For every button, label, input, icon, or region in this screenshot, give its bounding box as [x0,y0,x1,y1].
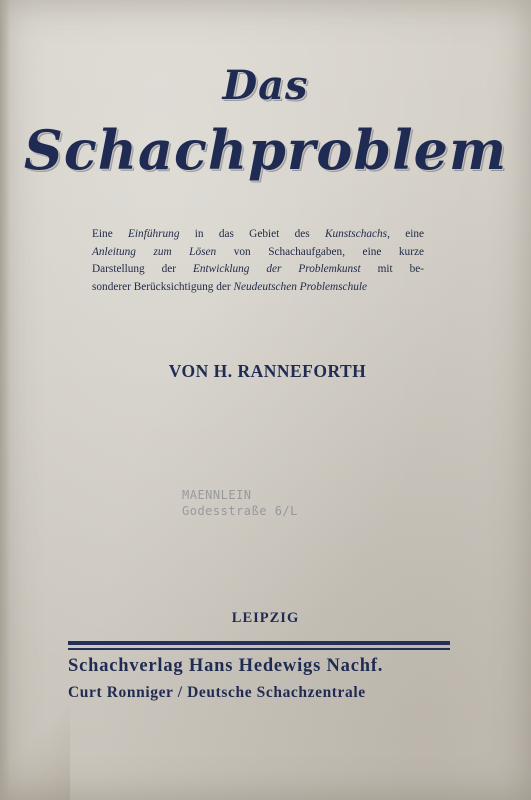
publisher-imprint: Curt Ronniger / Deutsche Schachzentrale [68,684,366,701]
description-line-1 [92,226,424,244]
description-line-2 [92,244,424,262]
description-line-4 [92,279,424,297]
desc-text: von Schachaufgaben, eine kurze [216,245,424,258]
desc-italic: Kunstschachs [324,228,388,240]
cover-wear [0,705,70,800]
stamp-line-1: MAENNLEIN [182,488,252,502]
title-line-schachproblem: Schachproblem [23,118,508,182]
description-line-3 [92,261,424,279]
desc-italic: Einführung [128,228,180,240]
publisher-name: Schachverlag Hans Hedewigs Nachf. [68,656,384,676]
desc-text: Darstellung der [92,263,193,275]
divider-rule-thick [68,641,450,645]
stamp-line-2: Godesstraße 6/L [182,504,298,518]
title-line-das: Das [222,62,309,109]
description-block [92,226,424,296]
desc-text: sonderer Berücksichtigung der [92,280,234,293]
publication-city: LEIPZIG [231,610,300,626]
desc-text: , eine [387,228,425,240]
desc-text: Eine [92,228,128,240]
author-line: VON H. RANNEFORTH [168,361,367,381]
owner-stamp [182,487,312,519]
desc-text: mit be- [360,263,424,275]
desc-italic: Anleitung zum Lösen [92,245,217,258]
divider-rule-thin [68,648,450,650]
desc-italic: Entwicklung der Problemkunst [192,263,361,275]
desc-text: in das Gebiet des [179,228,325,240]
desc-italic: Neudeutschen Problemschule [233,280,368,293]
